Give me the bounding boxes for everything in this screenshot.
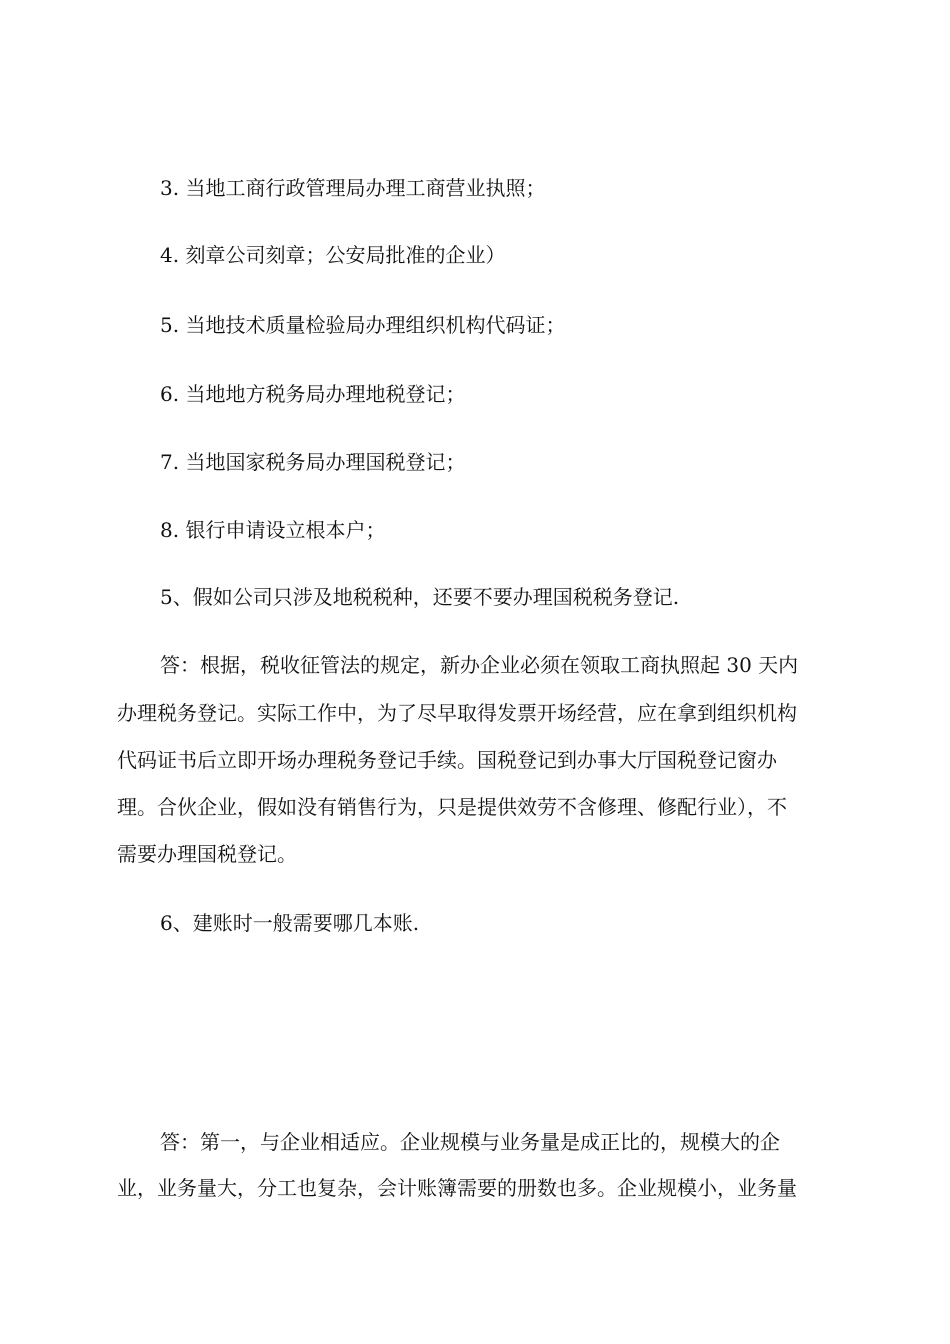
list-item-8: 8. 银行申请设立根本户；	[160, 518, 386, 542]
answer-6-line-1: 答：第一，与企业相适应。企业规模与业务量是成正比的，规模大的企	[160, 1130, 780, 1154]
answer-5-line-5: 需要办理国税登记。	[117, 842, 297, 866]
answer-5-line-3: 代码证书后立即开场办理税务登记手续。国税登记到办事大厅国税登记窗办	[117, 748, 777, 772]
question-5: 5、假如公司只涉及地税税种，还要不要办理国税税务登记.	[160, 585, 680, 609]
answer-6-line-2: 业，业务量大，分工也复杂，会计账簿需要的册数也多。企业规模小，业务量	[117, 1176, 797, 1200]
list-item-3: 3. 当地工商行政管理局办理工商营业执照；	[160, 176, 546, 200]
list-item-4: 4. 刻章公司刻章；公安局批准的企业）	[160, 243, 506, 267]
question-6: 6、建账时一般需要哪几本账.	[160, 911, 420, 935]
list-item-7: 7. 当地国家税务局办理国税登记；	[160, 450, 466, 474]
answer-5-line-4: 理。合伙企业，假如没有销售行为，只是提供效劳不含修理、修配行业），不	[117, 795, 787, 819]
list-item-6: 6. 当地地方税务局办理地税登记；	[160, 382, 466, 406]
answer-5-line-2: 办理税务登记。实际工作中，为了尽早取得发票开场经营，应在拿到组织机构	[117, 701, 797, 725]
answer-5-line-1: 答：根据，税收征管法的规定，新办企业必须在领取工商执照起 30 天内	[160, 653, 799, 677]
list-item-5: 5. 当地技术质量检验局办理组织机构代码证；	[160, 313, 566, 337]
